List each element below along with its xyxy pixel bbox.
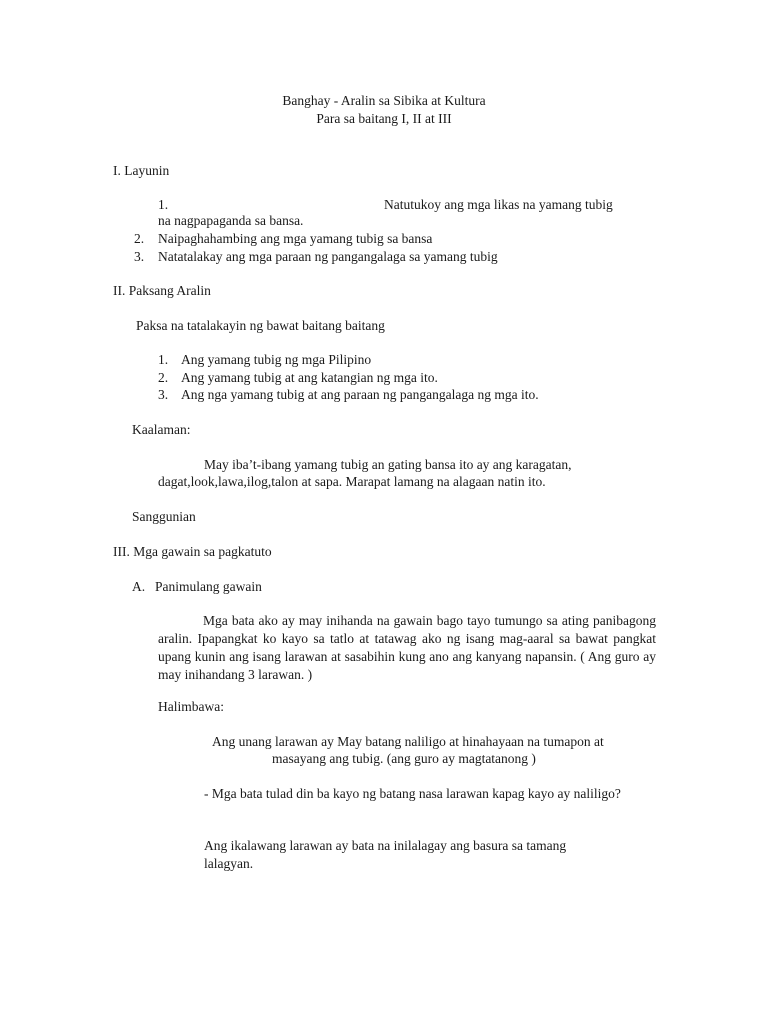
example-text: Ang unang larawan ay May batang naliligo at hinahayaan na tumapon at [212,734,604,749]
section-heading-mga-gawain: III. Mga gawain sa pagkatuto [113,544,272,559]
objective-text: Naipaghahambing ang mga yamang tubig sa bansa [158,231,433,246]
subsection-letter: A. [132,579,146,594]
halimbawa-label: Halimbawa: [158,699,224,714]
section-heading-layunin: I. Layunin [113,163,170,178]
objective-number: 1. [158,197,169,212]
objective-number: 3. [134,249,145,264]
document-subtitle: Para sa baitang I, II at III [316,111,452,126]
topic-number: 3. [158,387,169,402]
topic-text: Ang nga yamang tubig at ang paraan ng pangangalaga ng mga ito. [181,387,539,402]
sanggunian-label: Sanggunian [132,509,196,524]
objective-text-continuation: na nagpapaganda sa bansa. [158,213,304,228]
objective-text: Natutukoy ang mga likas na yamang tubig [384,197,613,212]
topic-number: 2. [158,370,169,385]
document-title: Banghay - Aralin sa Sibika at Kultura [282,93,486,108]
objective-number: 2. [134,231,145,246]
topic-intro: Paksa na tatalakayin ng bawat baitang baitang [136,318,385,333]
objective-text: Natatalakay ang mga paraan ng pangangalaga sa yamang tubig [158,249,498,264]
example-question: - Mga bata tulad din ba kayo ng batang nasa larawan kapag kayo ay naliligo? [204,786,621,801]
kaalaman-text: May iba’t-ibang yamang tubig an gating bansa ito ay ang karagatan, [204,457,572,472]
example-text-continuation: lalagyan. [204,856,254,871]
example-text: Ang ikalawang larawan ay bata na inilalagay ang basura sa tamang [204,838,567,853]
subsection-title: Panimulang gawain [155,579,262,594]
topic-text: Ang yamang tubig at ang katangian ng mga ito. [181,370,438,385]
example-text-continuation: masayang ang tubig. (ang guro ay magtatanong ) [272,751,536,766]
section-heading-paksang-aralin: II. Paksang Aralin [113,283,211,298]
kaalaman-text-continuation: dagat,look,lawa,ilog,talon at sapa. Marapat lamang na alagaan natin ito. [158,474,546,489]
topic-text: Ang yamang tubig ng mga Pilipino [181,352,372,367]
kaalaman-label: Kaalaman: [132,422,191,437]
activity-paragraph: Mga bata ako ay may inihanda na gawain bago tayo tumungo sa ating panibagong aralin. Ipapangkat ko kayo sa tatlo at tatawag ako ng isang mag-aaral sa bawat pangkat upang kunin ang isang larawan at sasabihin kung ano ang kanyang napansin. ( Ang guro ay may inihandang 3 larawan. ) [158,613,656,682]
topic-number: 1. [158,352,169,367]
